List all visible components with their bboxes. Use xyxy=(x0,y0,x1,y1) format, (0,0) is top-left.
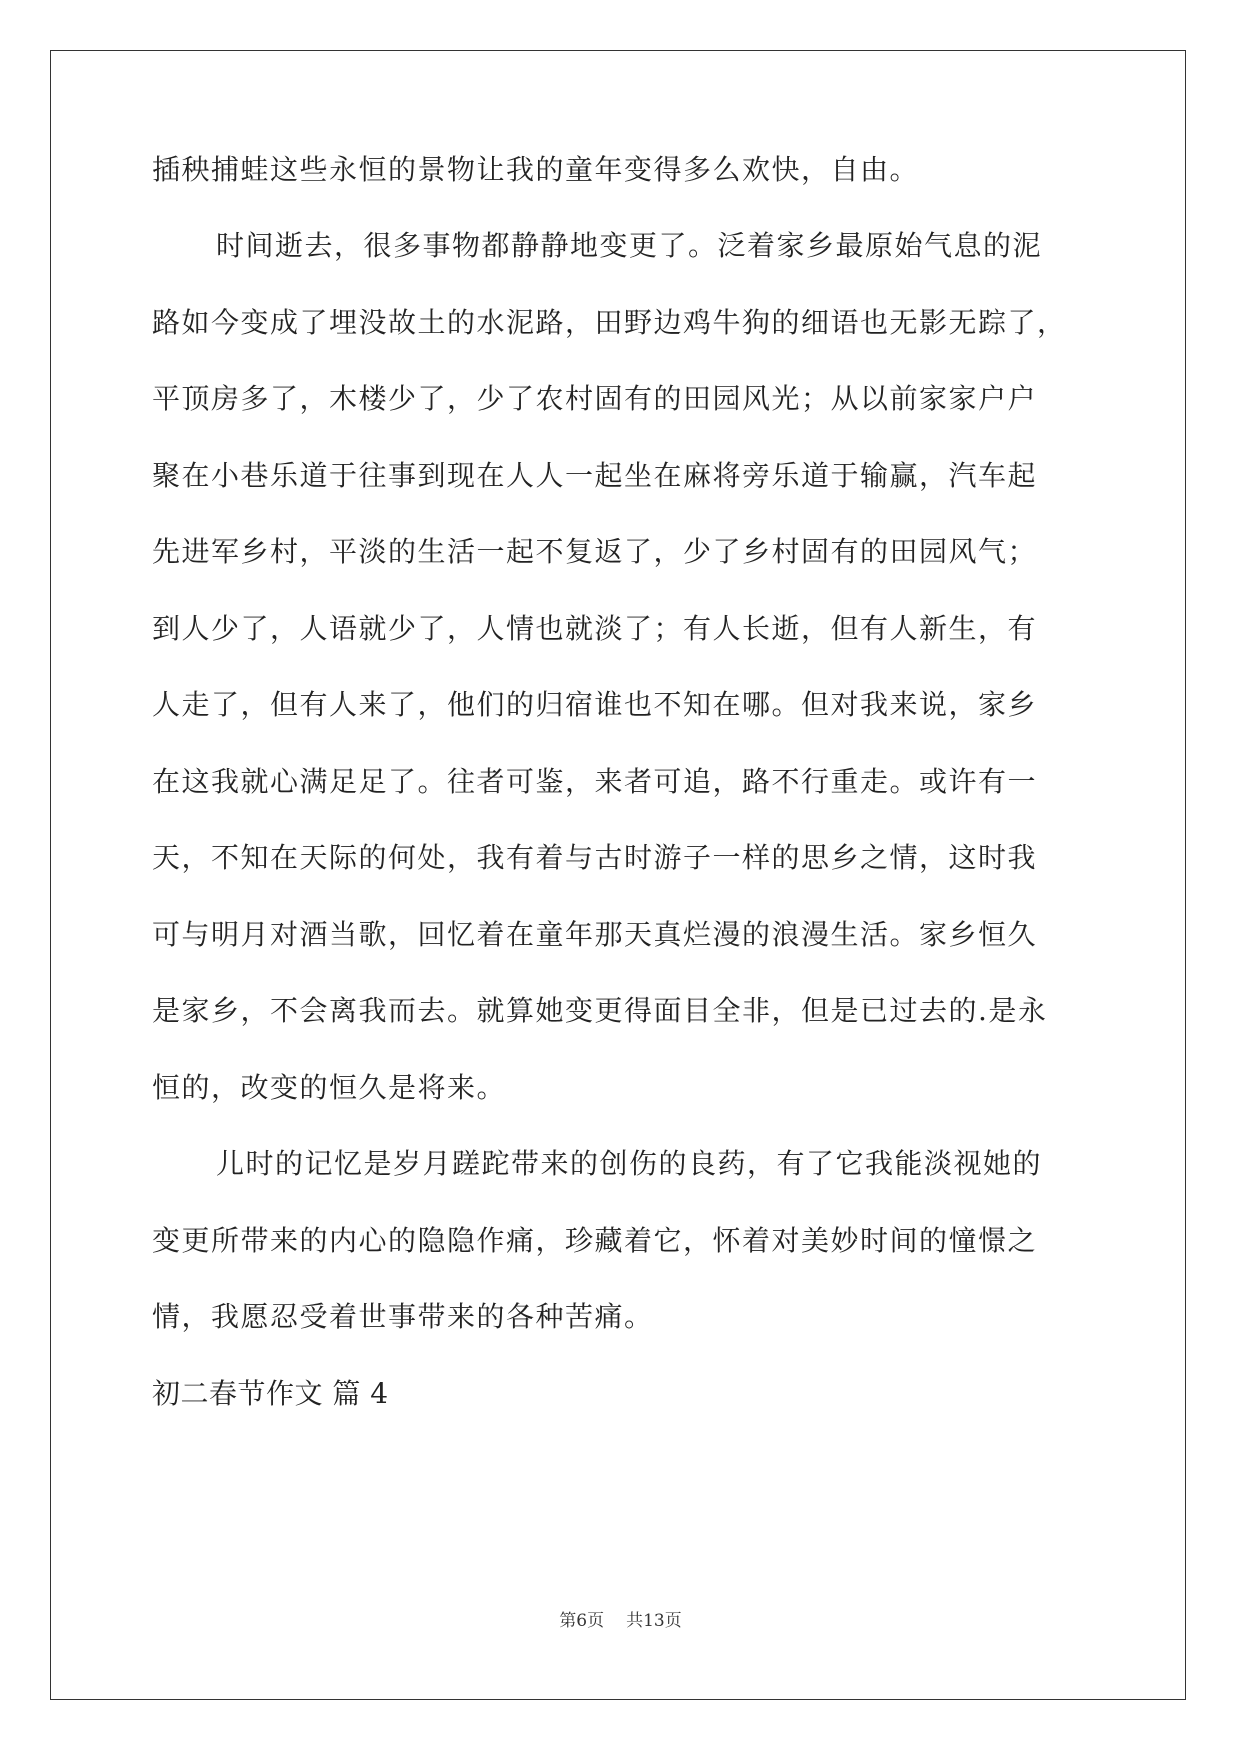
text-line: 到人少了，人语就少了，人情也就淡了；有人长逝，但有人新生，有 xyxy=(152,612,1038,645)
page-number: 第6页 xyxy=(559,1611,605,1631)
text-line: 是家乡，不会离我而去。就算她变更得面目全非，但是已过去的.是永 xyxy=(152,994,1048,1027)
text-line: 可与明月对酒当歌，回忆着在童年那天真烂漫的浪漫生活。家乡恒久 xyxy=(152,918,1038,951)
text-line: 路如今变成了埋没故土的水泥路，田野边鸡牛狗的细语也无影无踪了， xyxy=(152,306,1067,339)
text-line: 聚在小巷乐道于往事到现在人人一起坐在麻将旁乐道于输赢，汽车起 xyxy=(152,459,1038,492)
text-line: 插秧捕蛙这些永恒的景物让我的童年变得多么欢快，自由。 xyxy=(152,153,920,186)
text-line: 变更所带来的内心的隐隐作痛，珍藏着它，怀着对美妙时间的憧憬之 xyxy=(152,1224,1038,1257)
text-line: 情，我愿忍受着世事带来的各种苦痛。 xyxy=(152,1300,654,1333)
text-line: 天，不知在天际的何处，我有着与古时游子一样的思乡之情，这时我 xyxy=(152,841,1038,874)
paragraph-first-line: 儿时的记忆是岁月蹉跎带来的创伤的良药，有了它我能淡视她的 xyxy=(216,1147,1043,1180)
page-total: 共13页 xyxy=(626,1611,682,1631)
text-line: 平顶房多了，木楼少了，少了农村固有的田园风光；从以前家家户户 xyxy=(152,382,1038,415)
section-heading: 初二春节作文 篇 4 xyxy=(152,1377,389,1410)
paragraph-first-line: 时间逝去，很多事物都静静地变更了。泛着家乡最原始气息的泥 xyxy=(216,229,1043,262)
text-line: 在这我就心满足足了。往者可鉴，来者可追，路不行重走。或许有一 xyxy=(152,765,1038,798)
text-line: 人走了，但有人来了，他们的归宿谁也不知在哪。但对我来说，家乡 xyxy=(152,688,1038,721)
page-footer xyxy=(0,1609,1241,1633)
text-line: 先进军乡村，平淡的生活一起不复返了，少了乡村固有的田园风气； xyxy=(152,535,1038,568)
text-line: 恒的，改变的恒久是将来。 xyxy=(152,1071,507,1104)
